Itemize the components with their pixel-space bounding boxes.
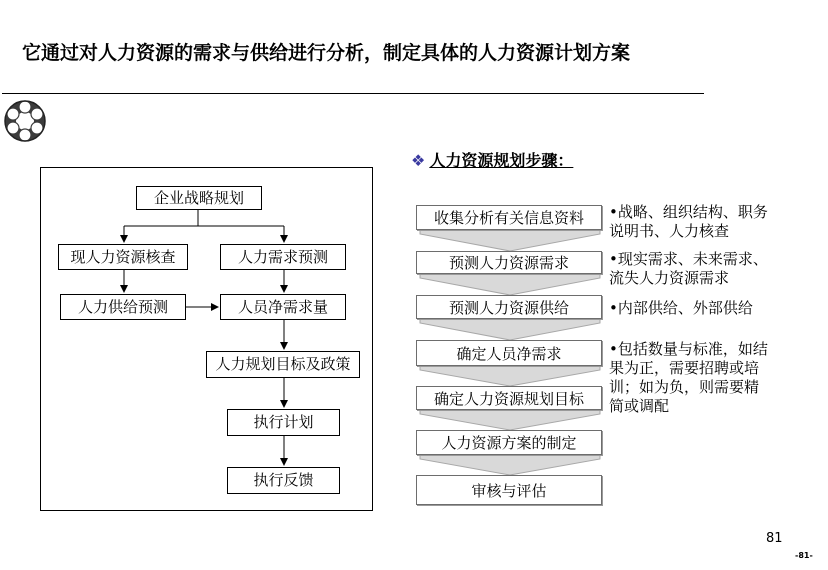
step-note-2 (609, 250, 768, 288)
step-item-2: 预测人力资源需求 (416, 251, 602, 274)
execute-feedback-box: 执行反馈 (227, 467, 340, 494)
step-item-6: 人力资源方案的制定 (416, 430, 602, 455)
step-note-4-line-3: 训；如为负，则需要精 (609, 378, 760, 396)
page-title: 它通过对人力资源的需求与供给进行分析，制定具体的人力资源计划方案 (22, 42, 631, 64)
net-demand-box: 人员净需求量 (220, 294, 346, 320)
step-note-4-line-2: 果为正，需要招聘或培 (609, 359, 760, 377)
steps-heading-text: 人力资源规划步骤： (429, 151, 574, 170)
step-note-4-line-1: •包括数量与标准，如结 (609, 340, 768, 358)
step-note-3-line-1: •内部供给、外部供给 (609, 299, 753, 317)
page-number: 81 (766, 531, 783, 546)
step-note-4-line-4: 简或调配 (609, 397, 670, 415)
diamond-bullet-icon: ❖ (411, 151, 426, 170)
step-item-4: 确定人员净需求 (416, 340, 602, 366)
page-footer-number: -81- (795, 551, 813, 560)
hr-supply-forecast-box: 人力供给预测 (60, 294, 186, 320)
hr-goals-policy-box: 人力规划目标及政策 (206, 351, 360, 378)
step-note-2-line-1: •现实需求、未来需求、 (609, 250, 768, 268)
step-note-1-line-1: •战略、组织结构、职务 (609, 203, 768, 221)
step-item-3: 预测人力资源供给 (416, 295, 602, 319)
step-item-7: 审核与评估 (416, 475, 602, 505)
step-note-1-line-2: 说明书、人力核查 (609, 222, 730, 240)
step-item-5: 确定人力资源规划目标 (416, 386, 602, 410)
step-item-1: 收集分析有关信息资料 (416, 205, 602, 230)
current-hr-check-box: 现人力资源核查 (58, 244, 188, 270)
step-note-2-line-2: 流失人力资源需求 (609, 269, 730, 287)
corporate-strategy-box: 企业战略规划 (136, 186, 262, 210)
step-note-4 (609, 340, 768, 416)
step-note-3 (609, 299, 753, 318)
hr-demand-forecast-box: 人力需求预测 (220, 244, 346, 270)
execute-plan-box: 执行计划 (227, 409, 340, 436)
step-note-1 (609, 203, 768, 241)
